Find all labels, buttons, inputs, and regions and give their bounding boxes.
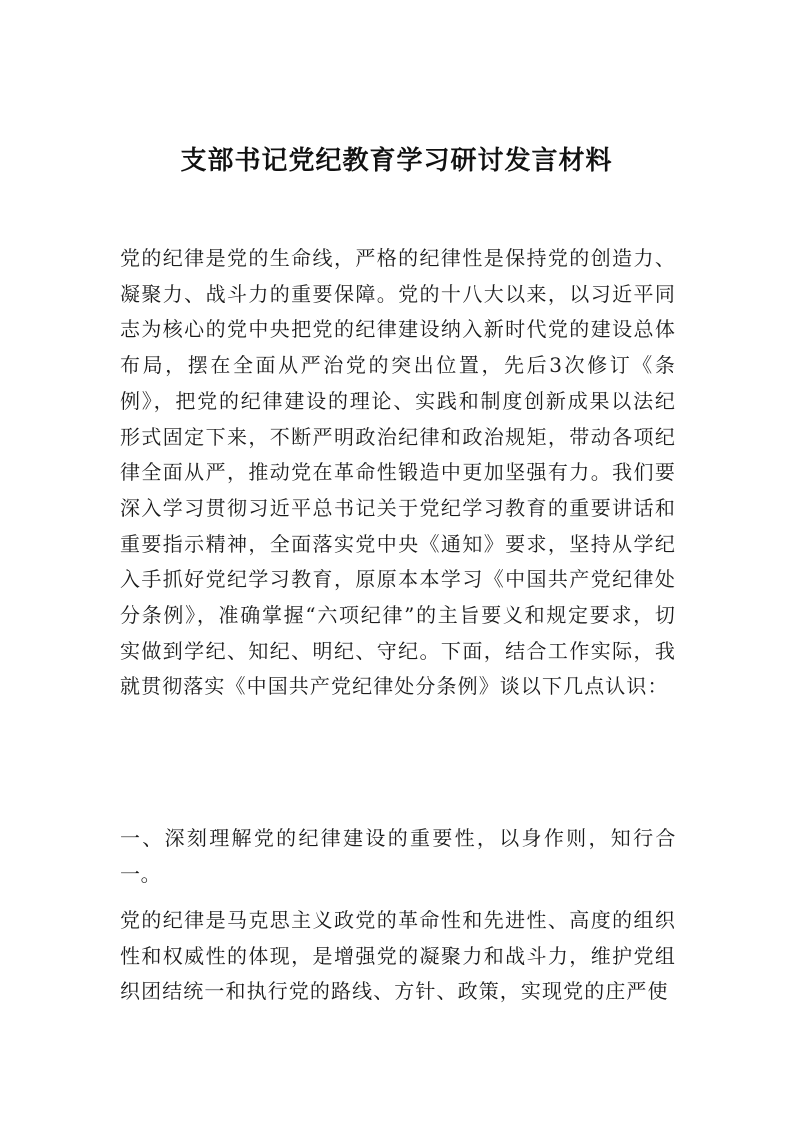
document-title: 支部书记党纪教育学习研讨发言材料 <box>180 146 613 177</box>
section-heading-1: 一、深刻理解党的纪律建设的重要性，以身作则，知行合一。 <box>120 826 676 886</box>
body-paragraph-section-1: 党的纪律是马克思主义政党的革命性和先进性、高度的组织性和权威性的体现，是增强党的凝聚力和战斗力，维护党组织团结统一和执行党的路线、方针、政策，实现党的庄严使 <box>120 908 676 1004</box>
body-paragraph-intro: 党的纪律是党的生命线，严格的纪律性是保持党的创造力、凝聚力、战斗力的重要保障。党的十八大以来，以习近平同志为核心的党中央把党的纪律建设纳入新时代党的建设总体布局，摆在全面从严治党的突出位置，先后3次修订《条例》，把党的纪律建设的理论、实践和制度创新成果以法纪形式固定下来，不断严明政治纪律和政治规矩，带动各项纪律全面从严，推动党在革命性锻造中更加坚强有力。我们要深入学习贯彻习近平总书记关于党纪学习教育的重要讲话和重要指示精神，全面落实党中央《通知》要求，坚持从学纪入手抓好党纪学习教育，原原本本学习《中国共产党纪律处分条例》，准确掌握“六项纪律”的主旨要义和规定要求，切实做到学纪、知纪、明纪、守纪。下面，结合工作实际，我就贯彻落实《中国共产党纪律处分条例》谈以下几点认识： <box>120 246 676 699</box>
